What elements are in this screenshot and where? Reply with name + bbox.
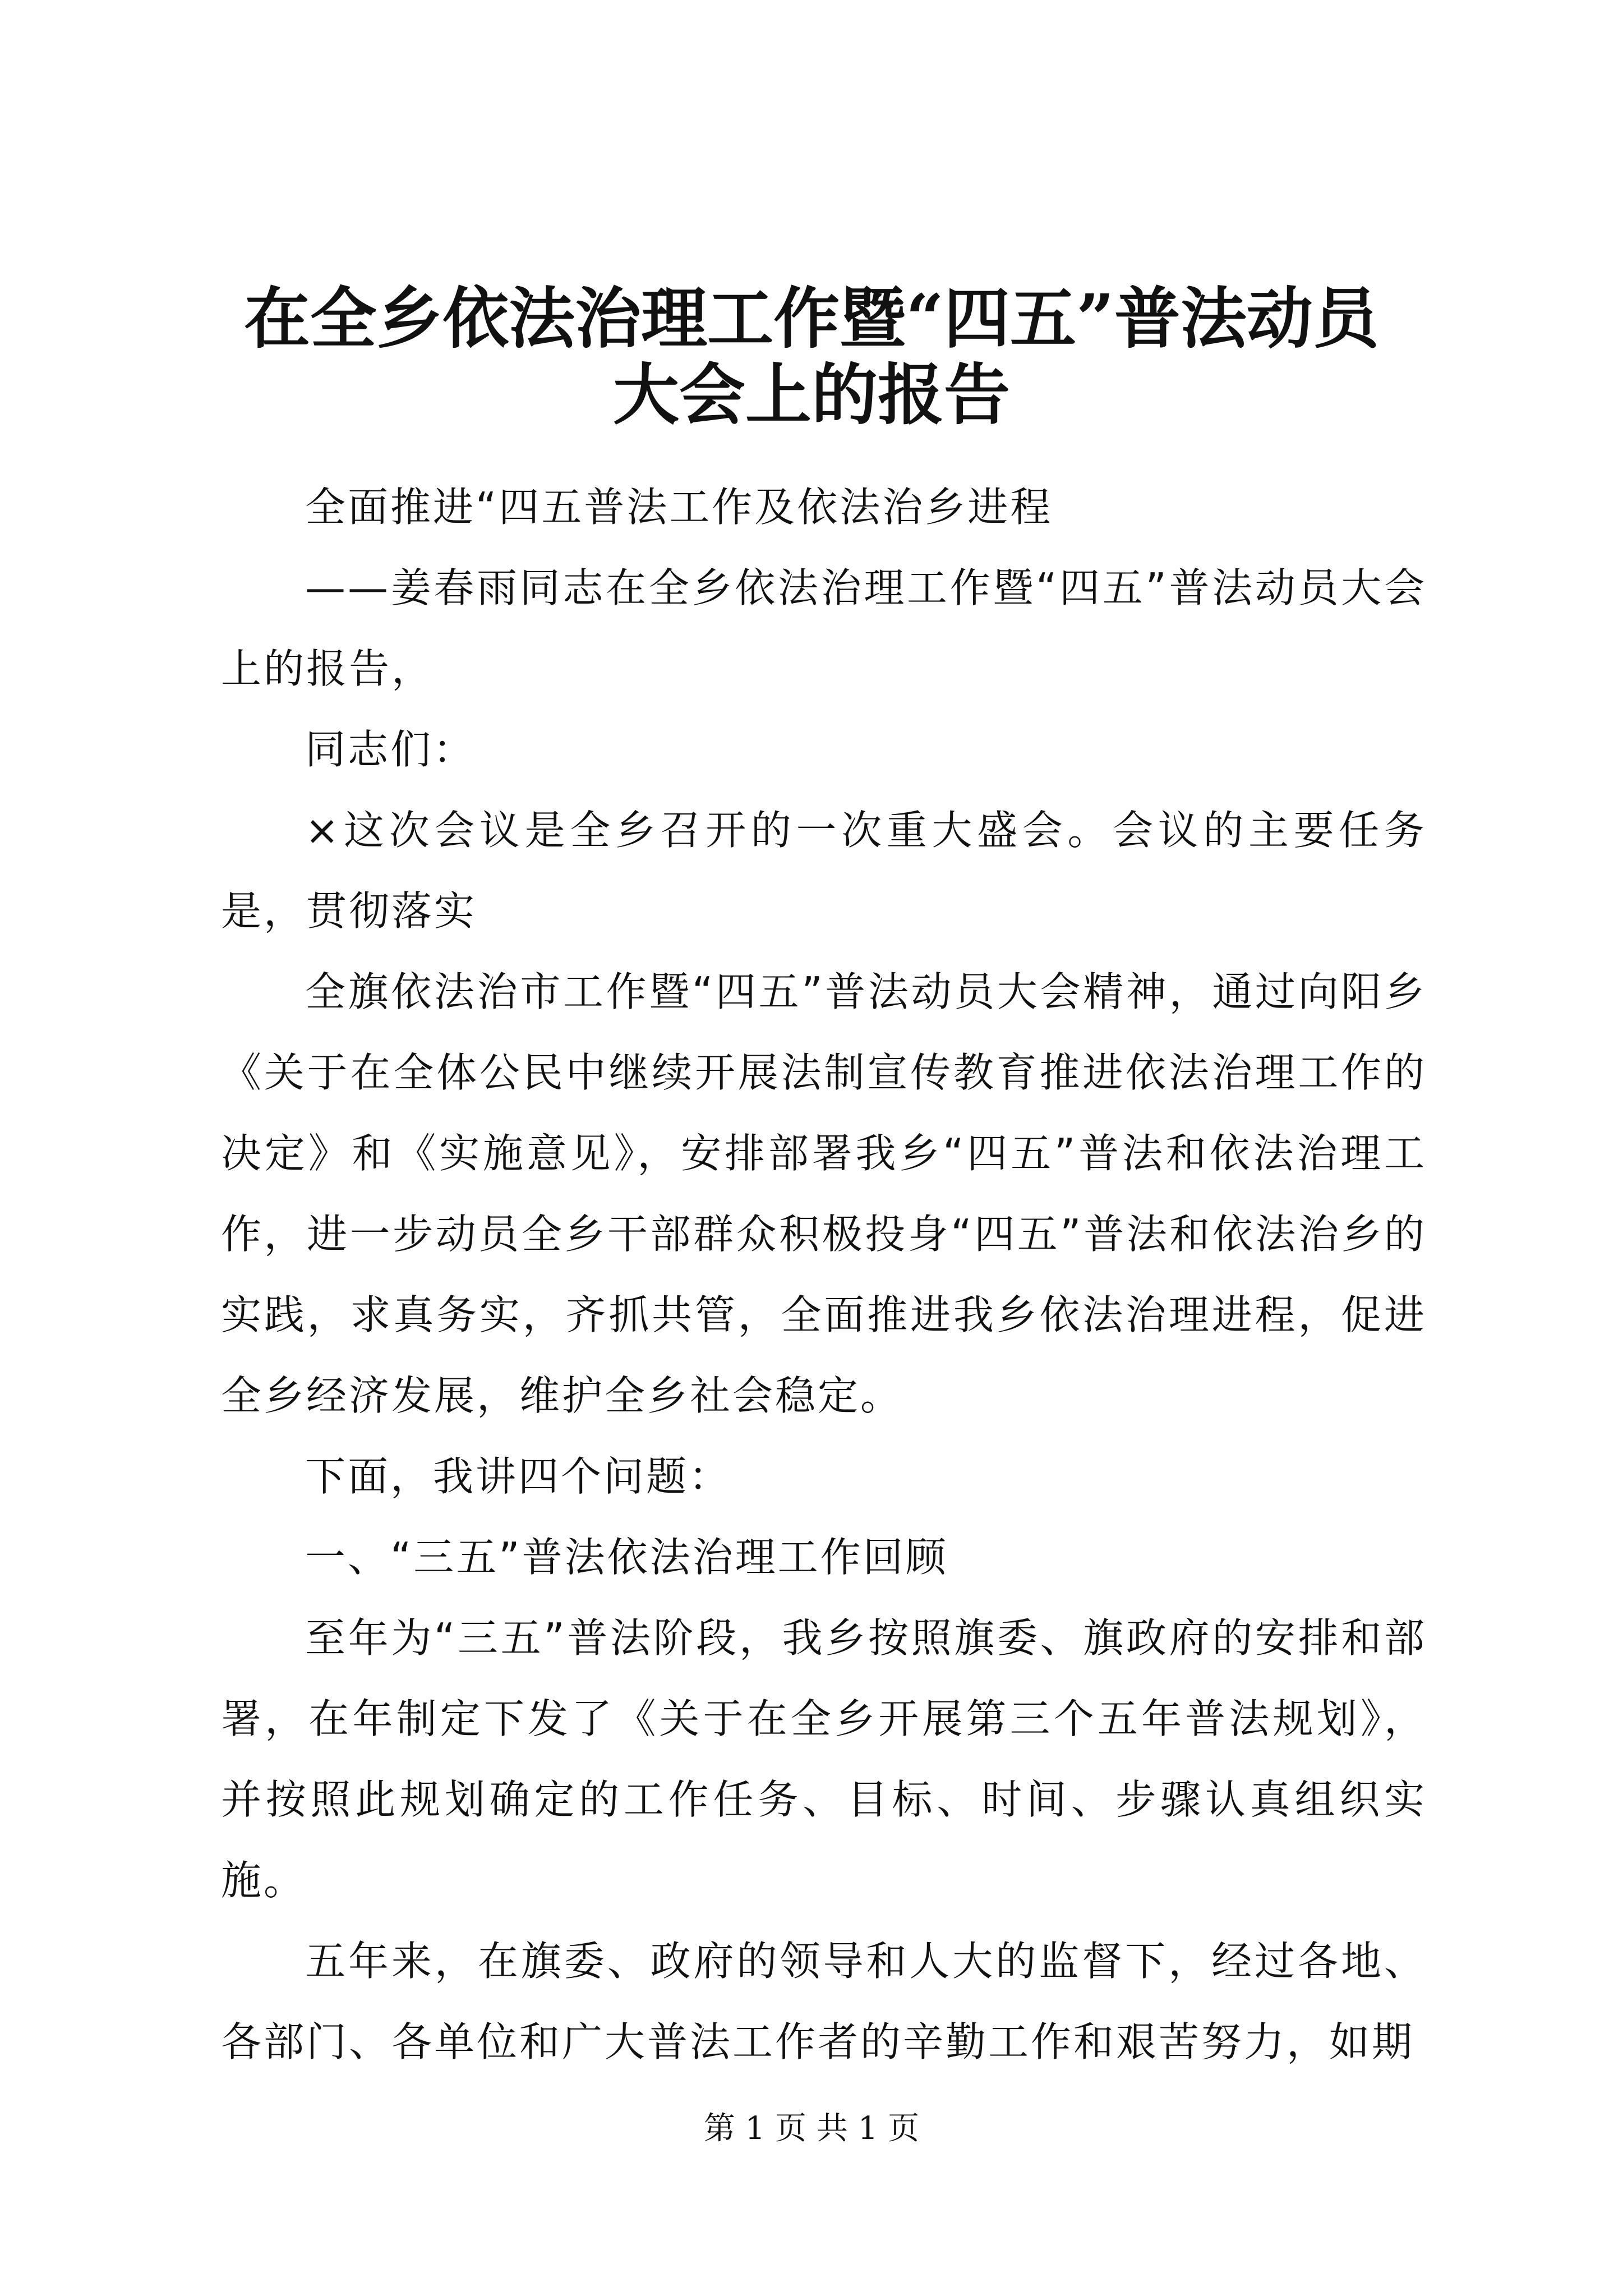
body-paragraph: 一、“三五”普法依法治理工作回顾 xyxy=(305,1534,948,1581)
body-paragraph: ×这次会议是全乡召开的一次重大盛会。会议的主要任务是，贯彻落实 xyxy=(221,807,1427,935)
body-paragraph: 下面，我讲四个问题： xyxy=(305,1453,732,1500)
body-paragraph: 全旗依法治市工作暨“四五”普法动员大会精神，通过向阳乡《关于在全体公民中继续开展法制宣传教育推进依法治理工作的决定》和《实施意见》，安排部署我乡“四五”普法和依法治理工作，进一步动员全乡干部群众积极投身“四五”普法和依法治乡的实践，求真务实，齐抓共管，全面推进我乡依法治理进程，促进全乡经济发展，维护全乡社会稳定。 xyxy=(221,968,1427,1419)
body-paragraph: 至年为“三五”普法阶段，我乡按照旗委、旗政府的安排和部署，在年制定下发了《关于在全乡开展第三个五年普法规划》，并按照此规划确定的工作任务、目标、时间、步骤认真组织实施。 xyxy=(221,1614,1427,1904)
body-paragraph: 同志们： xyxy=(305,726,476,773)
page-footer: 第 1 页 共 1 页 xyxy=(703,2110,920,2147)
document-body xyxy=(221,467,1427,2082)
body-paragraph: ——姜春雨同志在全乡依法治理工作暨“四五”普法动员大会上的报告， xyxy=(221,564,1427,692)
document-title: 在全乡依法治理工作暨“四五”普法动员大会上的报告 xyxy=(244,279,1379,434)
body-paragraph: 五年来，在旗委、政府的领导和人大的监督下，经过各地、各部门、各单位和广大普法工作者的辛勤工作和艰苦努力，如期 xyxy=(221,1938,1427,2065)
body-paragraph: 全面推进“四五普法工作及依法治乡进程 xyxy=(305,484,1053,531)
